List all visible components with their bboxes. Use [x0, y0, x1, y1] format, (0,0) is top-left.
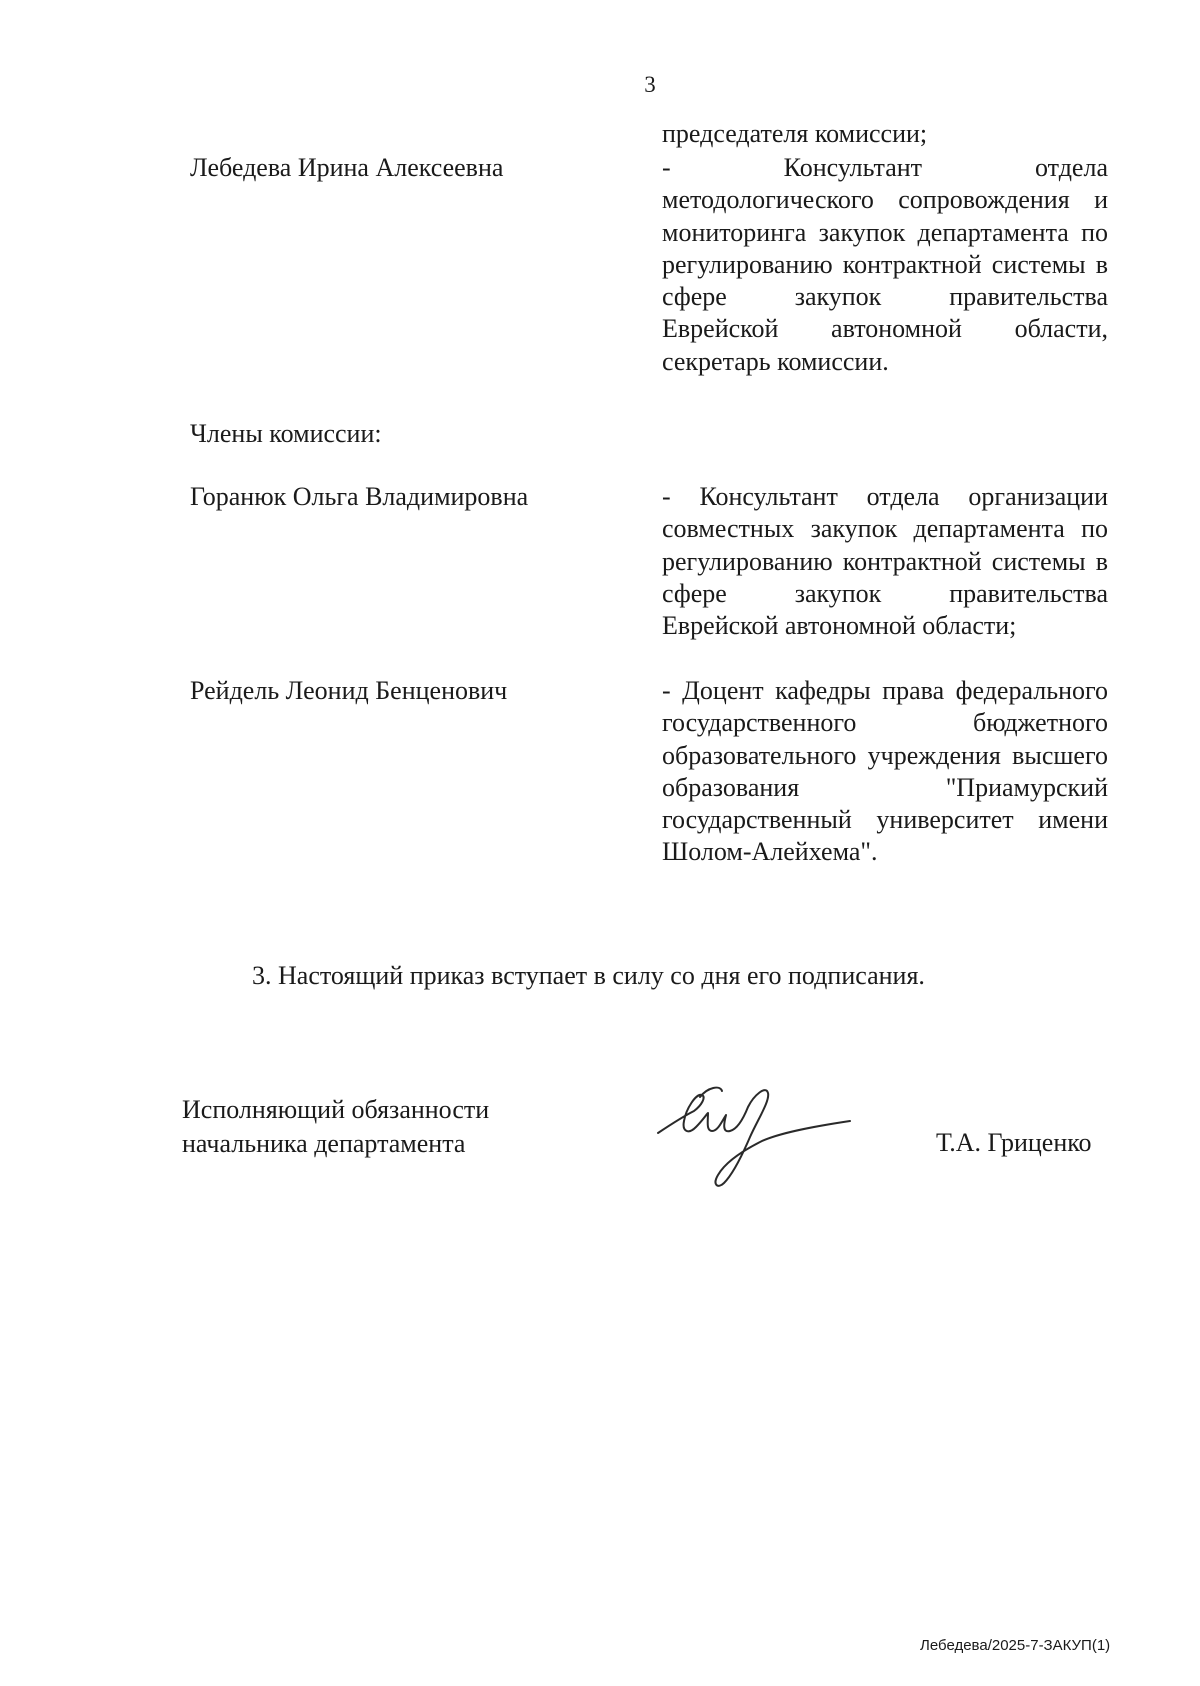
signatory-position-line1: Исполняющий обязанности [182, 1095, 490, 1124]
members-heading: Члены комиссии: [190, 419, 382, 448]
paragraph-3: 3. Настоящий приказ вступает в силу со дня его подписания. [252, 961, 925, 990]
member-role: - Консультант отдела организации совместных закупок департамента по регулированию контрактной системы в сфере закупок правительства Еврейской автономной области; [662, 482, 1108, 641]
secretary-role: - Консультант отдела методологического сопровождения и мониторинга закупок департамента по регулированию контрактной системы в сфере закупок правительства Еврейской автономной области, секретарь комиссии. [662, 153, 1108, 376]
continuation-text: председателя комиссии; [662, 119, 928, 148]
page-number: 3 [644, 72, 656, 97]
member-role: - Доцент кафедры права федерального государственного бюджетного образовательного учреждения высшего образования "Приамурский государственный университет имени Шолом-Алейхема". [662, 676, 1108, 867]
secretary-name: Лебедева Ирина Алексеевна [190, 153, 504, 182]
member-name: Рейдель Леонид Бенценович [190, 676, 508, 705]
handwritten-signature [650, 1075, 860, 1195]
signatory-position [182, 1093, 489, 1161]
document-code: Лебедева/2025-7-ЗАКУП(1) [920, 1637, 1111, 1654]
signatory-name: Т.А. Гриценко [936, 1128, 1092, 1157]
signatory-position-line2: начальника департамента [182, 1129, 466, 1158]
member-name: Горанюк Ольга Владимировна [190, 482, 529, 511]
